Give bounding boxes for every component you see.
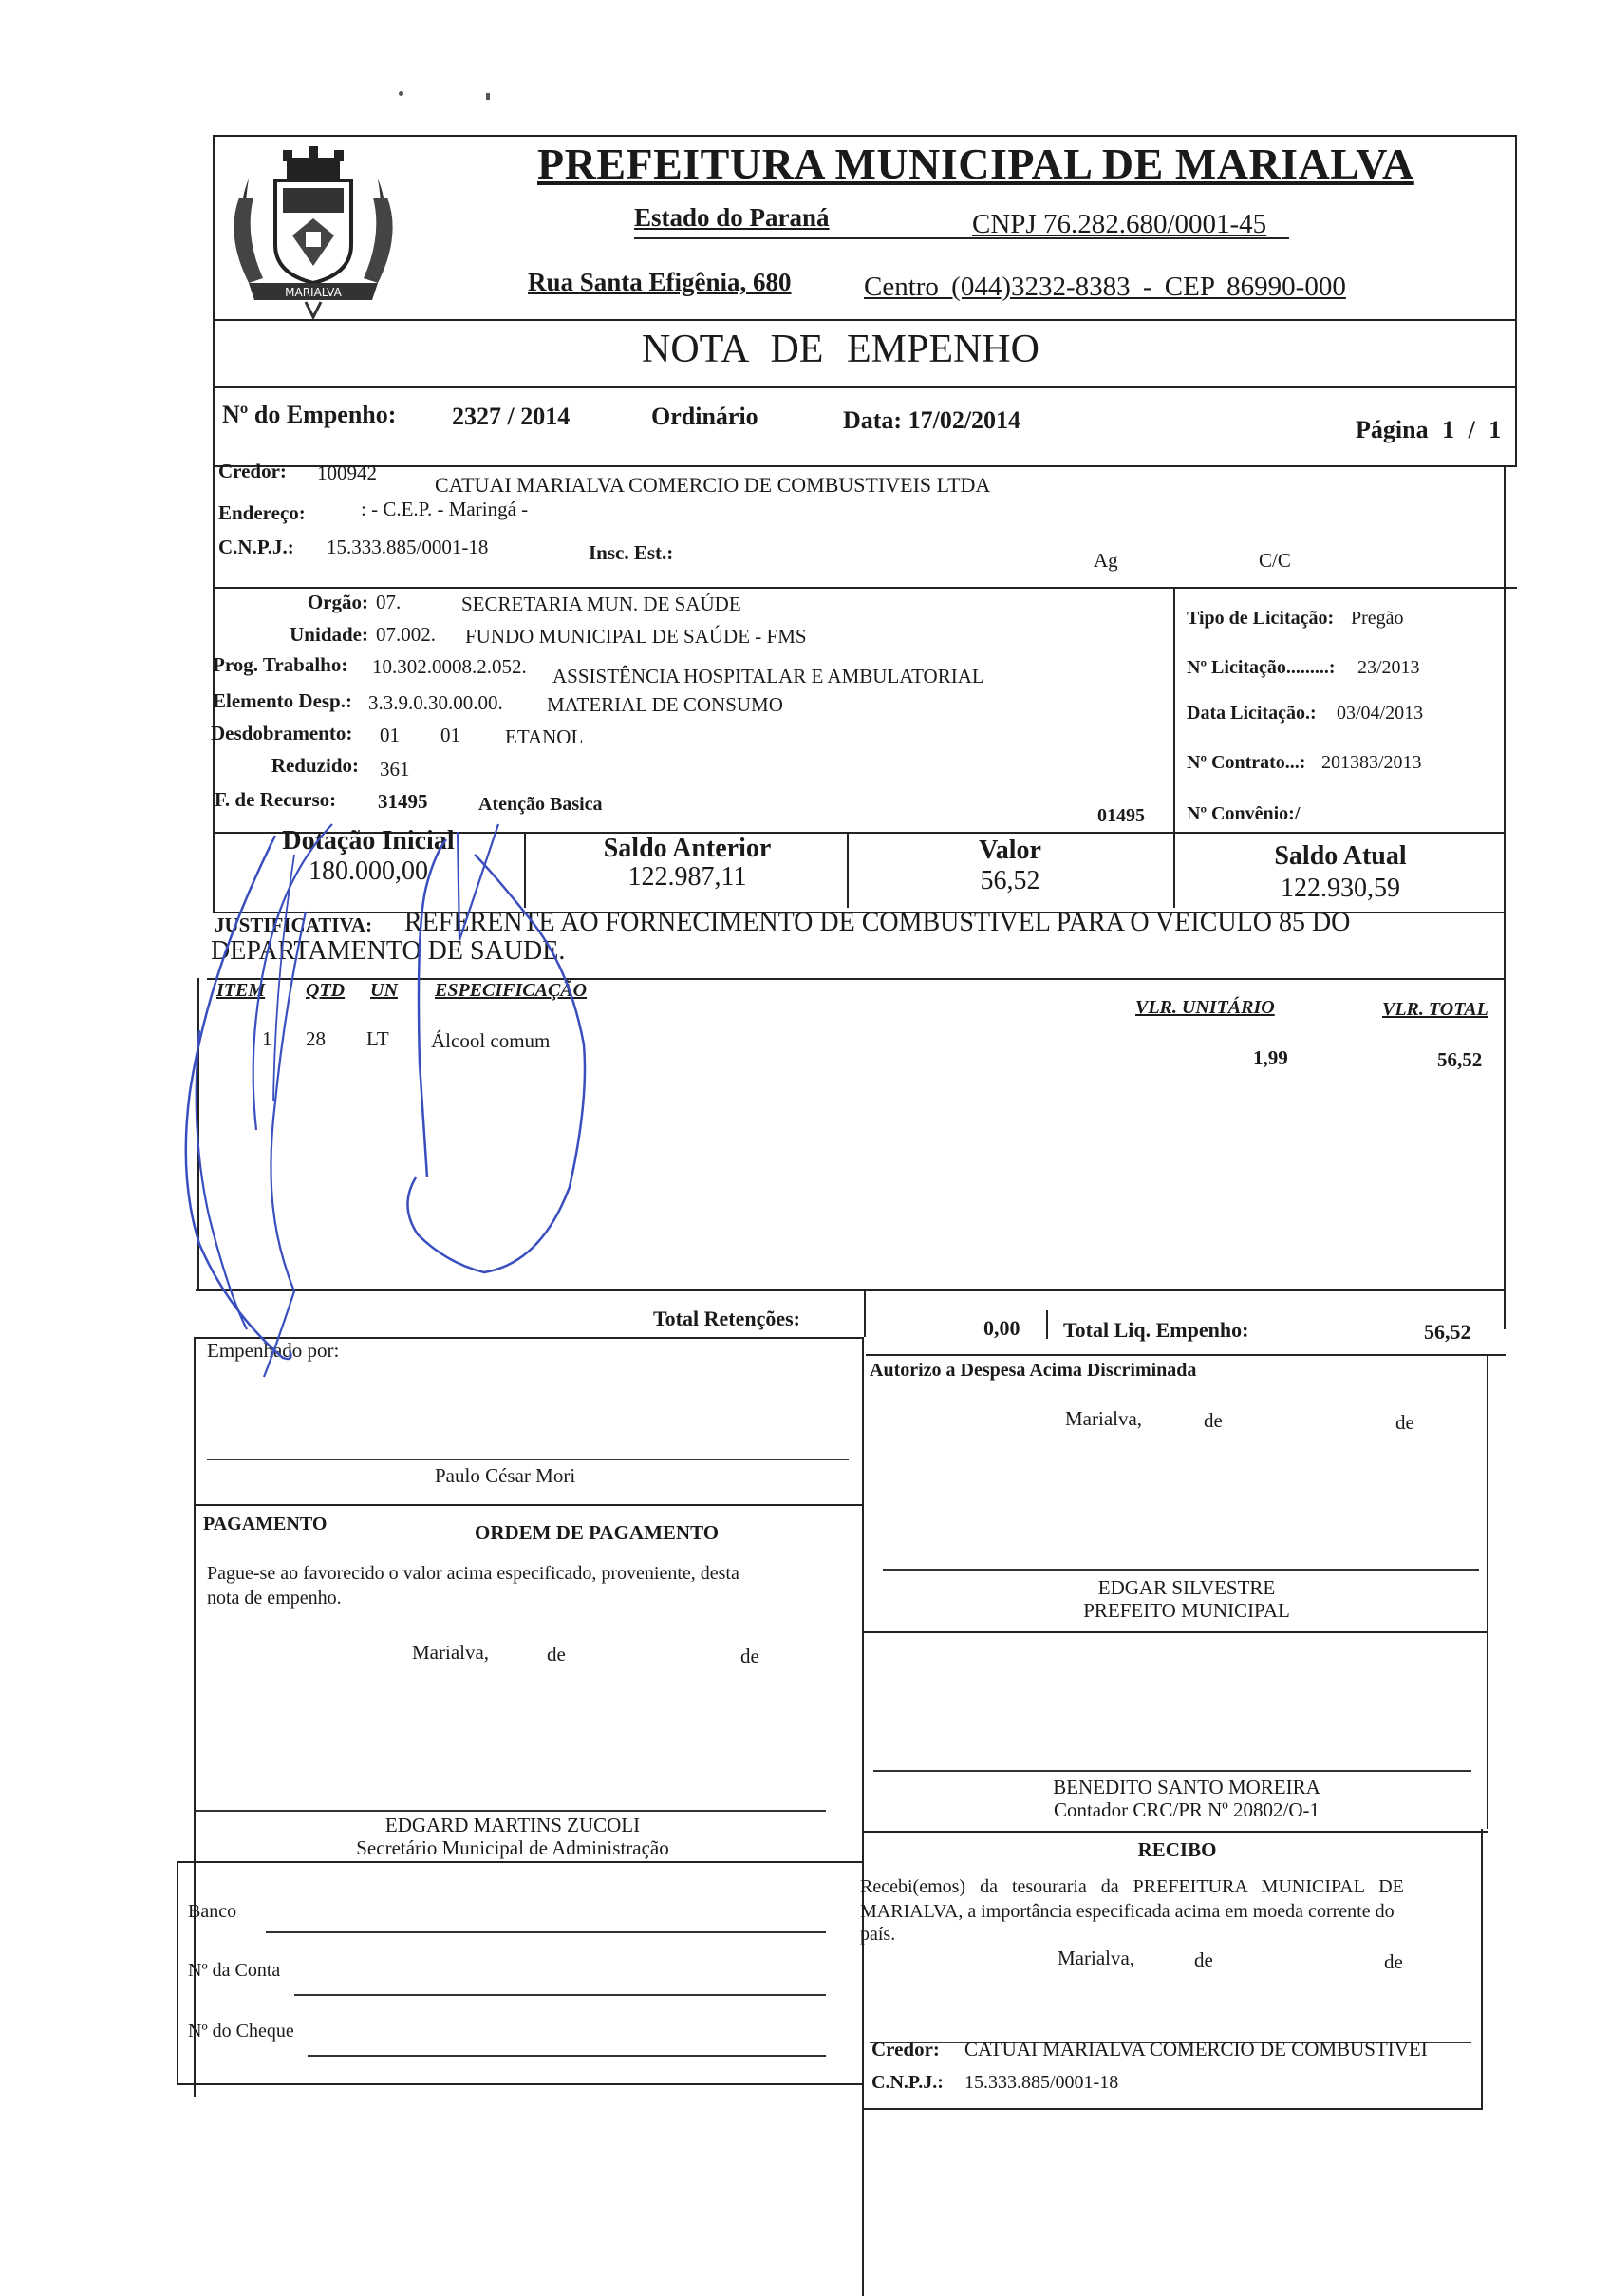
recibo-cnpj: 15.333.885/0001-18 — [964, 2072, 1119, 2093]
title-divider — [213, 386, 1517, 388]
header-street: Rua Santa Efigênia, 680 — [528, 268, 792, 296]
recibo-top — [862, 1831, 1488, 1833]
svg-text:MARIALVA: MARIALVA — [285, 286, 342, 299]
empenhado-label: Empenhado por: — [207, 1339, 340, 1362]
contrato-label: Nº Contrato...: — [1187, 752, 1306, 773]
document-title: NOTA DE EMPENHO — [642, 328, 1039, 371]
cheque-field-line[interactable] — [308, 2055, 826, 2057]
recibo-title: RECIBO — [1137, 1838, 1217, 1861]
frame-right-lower — [1487, 1354, 1488, 1829]
pague-line1: Pague-se ao favorecido o valor acima especificado, proveniente, desta — [207, 1563, 739, 1584]
prefeito-name: EDGAR SILVESTRE — [1097, 1576, 1276, 1599]
secretario-name: EDGARD MARTINS ZUCOLI — [384, 1814, 641, 1836]
secretario-signature-line — [196, 1810, 826, 1812]
elemento-label: Elemento Desp.: — [213, 689, 352, 712]
orgao-name: SECRETARIA MUN. DE SAÚDE — [461, 593, 741, 615]
justificativa-line1: REFERENTE AO FORNECIMENTO DE COMBUSTIVEL PARA O VEICULO 85 DO — [404, 908, 1351, 937]
pagamento-de-1: de — [547, 1643, 566, 1666]
orgao-code: 07. — [376, 591, 402, 613]
row-total: 56,52 — [1437, 1048, 1483, 1071]
totals-div-2 — [1046, 1310, 1048, 1339]
recibo-line2: MARIALVA, a importância especificada acima em moeda corrente do — [860, 1901, 1395, 1922]
conta-label: Nº da Conta — [188, 1960, 281, 1981]
cc-label: C/C — [1259, 549, 1291, 572]
unidade-label: Unidade: — [290, 623, 368, 646]
liq-value: 56,52 — [1424, 1320, 1471, 1344]
scan-speck — [486, 93, 490, 100]
unidade-name: FUNDO MUNICIPAL DE SAÚDE - FMS — [465, 625, 807, 648]
contador-name: BENEDITO SANTO MOREIRA — [1053, 1776, 1320, 1798]
pagamento-label: PAGAMENTO — [203, 1514, 328, 1534]
row-qtd: 28 — [306, 1027, 326, 1050]
empenho-type: Ordinário — [651, 403, 758, 430]
page-indicator: Página 1 / 1 — [1356, 416, 1502, 443]
recibo-cnpj-label: C.N.P.J.: — [871, 2072, 944, 2093]
recibo-line3: país. — [860, 1924, 896, 1945]
crest-logo — [220, 141, 406, 321]
prefeito-title: PREFEITO MUNICIPAL — [1083, 1599, 1290, 1622]
secretario-title: Secretário Municipal de Administração — [356, 1836, 669, 1859]
prefeito-signature-line — [883, 1569, 1479, 1571]
recurso-extra: 01495 — [1097, 805, 1145, 826]
recurso-name: Atenção Basica — [478, 794, 603, 815]
licitacao-number-label: Nº Licitação.........: — [1187, 657, 1336, 678]
municipality-title: PREFEITURA MUNICIPAL DE MARIALVA — [537, 140, 1414, 188]
state-name: Estado do Paraná — [634, 203, 830, 232]
empenho-divider — [215, 465, 1515, 467]
credor-cnpj: 15.333.885/0001-18 — [327, 536, 489, 558]
col-header-spec: ESPECIFICAÇÃO — [435, 980, 588, 1001]
contador-signature-line — [873, 1770, 1471, 1772]
recurso-label: F. de Recurso: — [215, 788, 337, 811]
conta-field-line[interactable] — [294, 1994, 826, 1996]
desdobramento-a: 01 — [380, 724, 400, 746]
retencoes-value: 0,00 — [983, 1316, 1020, 1340]
unidade-code: 07.002. — [376, 623, 436, 646]
recibo-de-2: de — [1384, 1950, 1403, 1973]
col-header-un: UN — [370, 980, 398, 1001]
dotacao-value: 180.000,00 — [309, 856, 428, 886]
prog-trabalho-label: Prog. Trabalho: — [213, 653, 348, 676]
saldo-anterior-label: Saldo Anterior — [603, 834, 772, 863]
values-div-3 — [1173, 832, 1175, 908]
autorizo-de-2: de — [1395, 1411, 1414, 1434]
middle-divider — [862, 1337, 864, 2296]
justificativa-line2: DEPARTAMENTO DE SAUDE. — [211, 936, 566, 966]
licitacao-date-label: Data Licitação.: — [1187, 703, 1317, 724]
bank-top — [178, 1861, 862, 1863]
row-spec: Álcool comum — [431, 1029, 551, 1052]
credor-divider — [215, 587, 1517, 589]
prog-trabalho-name: ASSISTÊNCIA HOSPITALAR E AMBULATORIAL — [552, 665, 984, 687]
banco-field-line[interactable] — [266, 1931, 826, 1933]
frame-right-items — [1504, 978, 1506, 1329]
credor-cnpj-label: C.N.P.J.: — [218, 536, 294, 558]
justificativa-label: JUSTIFICATIVA: — [215, 913, 373, 936]
empenhado-name: Paulo César Mori — [435, 1464, 576, 1487]
header-divider — [213, 319, 1517, 321]
desdobramento-label: Desdobramento: — [211, 722, 353, 744]
recurso-code: 31495 — [378, 790, 428, 813]
handwritten-signature — [171, 817, 665, 1557]
prefeito-divider — [862, 1631, 1488, 1633]
address-label: Endereço: — [218, 501, 306, 524]
retencoes-label: Total Retenções: — [653, 1307, 800, 1330]
row-item: 1 — [262, 1027, 272, 1050]
elemento-code: 3.3.9.0.30.00.00. — [368, 691, 503, 714]
row-unit: 1,99 — [1253, 1046, 1288, 1069]
frame-left-bank — [177, 1861, 178, 2085]
cheque-label: Nº do Cheque — [188, 2021, 294, 2042]
credor-code: 100942 — [317, 461, 377, 484]
pagamento-city: Marialva, — [412, 1641, 490, 1664]
dotacao-label: Dotação Inicial — [282, 826, 455, 856]
row-un: LT — [366, 1027, 389, 1050]
autorizo-label: Autorizo a Despesa Acima Discriminada — [870, 1360, 1197, 1381]
header-address: Centro (044)3232-8383 - CEP 86990-000 — [864, 272, 1346, 302]
frame-right-middle — [1504, 467, 1506, 980]
licitacao-date: 03/04/2013 — [1337, 703, 1424, 724]
col-header-qtd: QTD — [306, 980, 346, 1001]
reduzido-value: 361 — [380, 758, 410, 781]
bank-bottom — [177, 2083, 862, 2085]
contrato-number: 201383/2013 — [1321, 752, 1422, 773]
valor-value: 56,52 — [980, 866, 1040, 895]
convenio-label: Nº Convênio:/ — [1187, 803, 1301, 824]
state-underline — [634, 237, 1289, 239]
licitacao-type: Pregão — [1351, 608, 1404, 629]
recibo-bottom — [862, 2108, 1481, 2110]
recibo-credor-name: CATUAI MARIALVA COMERCIO DE COMBUSTIVEI — [964, 2038, 1428, 2061]
recibo-city: Marialva, — [1058, 1947, 1135, 1969]
desdobramento-b: 01 — [440, 724, 460, 746]
totals-div-1 — [864, 1289, 866, 1337]
col-header-unit: VLR. UNITÁRIO — [1135, 997, 1275, 1018]
header-cnpj: CNPJ 76.282.680/0001-45 — [972, 209, 1267, 239]
col-header-total: VLR. TOTAL — [1382, 999, 1488, 1020]
autorizo-city: Marialva, — [1065, 1407, 1143, 1430]
values-div-2 — [847, 832, 849, 908]
recibo-right-edge — [1481, 1829, 1483, 2110]
desdobramento-name: ETANOL — [505, 725, 584, 748]
saldo-atual-label: Saldo Atual — [1274, 841, 1407, 871]
totals-line-right — [866, 1354, 1506, 1356]
licitacao-number: 23/2013 — [1357, 657, 1420, 678]
pagamento-de-2: de — [740, 1645, 759, 1667]
credor-name: CATUAI MARIALVA COMERCIO DE COMBUSTIVEIS LTDA — [435, 473, 991, 497]
recibo-de-1: de — [1194, 1948, 1213, 1971]
empenho-date: Data: 17/02/2014 — [843, 406, 1021, 434]
liq-label: Total Liq. Empenho: — [1063, 1318, 1249, 1342]
prog-trabalho-code: 10.302.0008.2.052. — [372, 655, 527, 678]
ag-label: Ag — [1094, 549, 1118, 572]
reduzido-label: Reduzido: — [271, 754, 359, 777]
ordem-pagamento-label: ORDEM DE PAGAMENTO — [475, 1521, 720, 1544]
frame-right-upper — [1515, 135, 1517, 467]
empenho-number: 2327 / 2014 — [452, 403, 571, 430]
insc-est-label: Insc. Est.: — [589, 541, 674, 564]
elemento-name: MATERIAL DE CONSUMO — [547, 693, 783, 716]
col-header-item: ITEM — [216, 980, 266, 1001]
address-value: : - C.E.P. - Maringá - — [361, 498, 529, 520]
scan-speck — [399, 91, 403, 96]
licitacao-divider — [1173, 589, 1175, 834]
valor-label: Valor — [979, 836, 1041, 865]
recibo-line1: Recebi(emos) da tesouraria da PREFEITURA MUNICIPAL DE — [860, 1876, 1404, 1897]
frame-left-upper — [213, 135, 215, 363]
licitacao-type-label: Tipo de Licitação: — [1187, 608, 1335, 629]
credor-label: Credor: — [218, 460, 287, 482]
recibo-credor-label: Credor: — [871, 2038, 940, 2061]
empenho-label: Nº do Empenho: — [222, 401, 397, 428]
autorizo-de-1: de — [1204, 1409, 1223, 1432]
orgao-label: Orgão: — [307, 591, 368, 613]
frame-top — [215, 135, 1517, 137]
pague-line2: nota de empenho. — [207, 1588, 342, 1609]
saldo-anterior-value: 122.987,11 — [627, 862, 747, 892]
contador-title: Contador CRC/PR Nº 20802/O-1 — [1053, 1798, 1320, 1821]
saldo-atual-value: 122.930,59 — [1281, 874, 1400, 903]
banco-label: Banco — [188, 1901, 237, 1922]
